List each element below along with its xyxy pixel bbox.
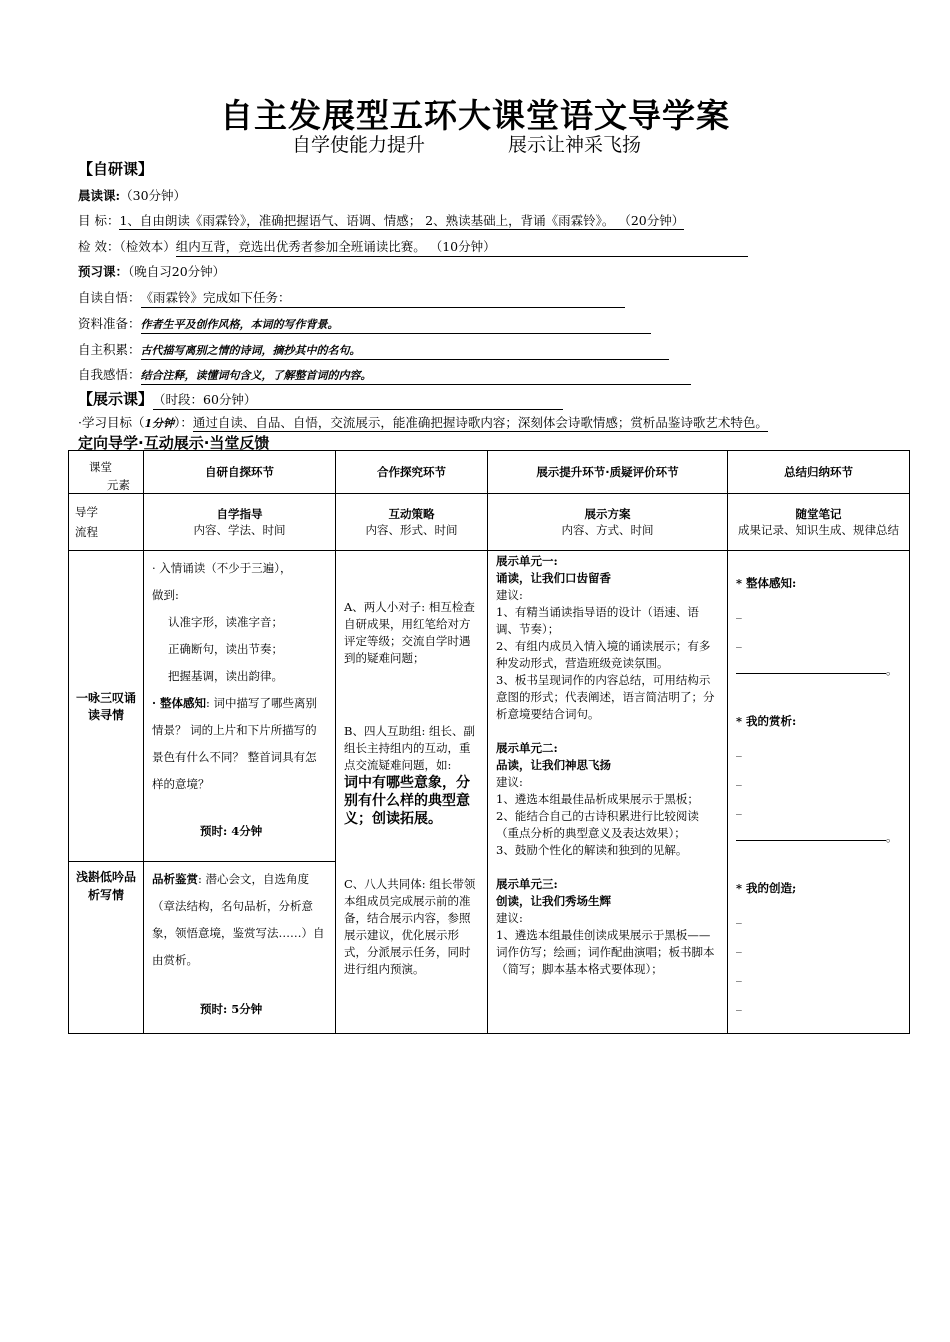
- c4-period-2: 。: [886, 830, 898, 844]
- chendu-time: （30分钟）: [120, 188, 187, 203]
- zidu-line: [78, 288, 625, 308]
- c3-u3-item-0: 1、遴选本组最佳创读成果展示于黑板——词作仿写；绘画；词作配曲演唱；板书脚本（简写；脚本基本格式要体现）；: [496, 928, 715, 976]
- c4-dash-5: _: [736, 801, 742, 815]
- header-zongjie: 总结归纳环节: [728, 451, 910, 494]
- c3-u1t: 诵读，让我们口齿留香: [496, 571, 611, 585]
- subtitle-left: 自学使能力提升: [292, 134, 426, 156]
- c3-u1-item-2: 3、板书呈现词作的内容总结，可用结构示意图的形式；代表阐述，语言简洁明了；分析意境要结合词句。: [496, 673, 715, 721]
- c3-u2t: 品读，让我们神思飞扬: [496, 758, 611, 772]
- c3-jy-1: 建议:: [496, 588, 523, 602]
- c1-line-3: 正确断句，读出节奏；: [168, 642, 283, 656]
- c1b-body: : 潜心会文，自选角度（章法结构，名句品析，分析意象，领悟意境，鉴赏写法……）自由赏析。: [152, 872, 325, 967]
- c1b-text: [152, 866, 327, 974]
- c4-underline-1: [736, 656, 901, 685]
- section-title: 定向导学·互动展示·当堂反馈: [78, 434, 270, 452]
- ziji-label: 自主积累：: [78, 342, 141, 357]
- fangan-cell: [488, 551, 728, 1034]
- c3-u3: 展示单元三:: [496, 877, 558, 891]
- row1-zixue-cell: [144, 551, 336, 862]
- c3-u3t: 创读，让我们秀场生辉: [496, 894, 611, 908]
- corner-bottom2: 流程: [75, 525, 98, 539]
- yuxi-time: （晚自习20分钟）: [128, 264, 226, 279]
- c3-u2-item-1: 2、能结合自己的古诗积累进行比较阅读（重点分析的典型意义及表达效果）；: [496, 809, 699, 840]
- c4-dash-9: _: [736, 997, 742, 1011]
- guide-table: [68, 450, 910, 1034]
- sub-hudong-title: 互动策略: [388, 507, 435, 521]
- c2-c: C、八人共同体: 组长带领本组成员完成展示前的准备，结合展示内容，参照展示建议，优化展示形式，分派展示任务，同时进行组内预演。: [344, 877, 476, 976]
- c4-dash-2: _: [736, 634, 742, 648]
- c4-dash-7: _: [736, 939, 742, 953]
- sub-fangan: [488, 494, 728, 551]
- c1-ganzhi: [152, 690, 327, 798]
- row2-zixue-cell: [144, 862, 336, 1034]
- c3-u1-item-1: 2、有组内成员入情入境的诵读展示；有多种发动形式，营造班级竞读氛围。: [496, 639, 711, 670]
- jianxiao-text: 组内互背，竞选出优秀者参加全班诵读比赛。 （10分钟）: [176, 237, 748, 257]
- sub-biji: [728, 494, 910, 551]
- corner-top: 课堂: [89, 460, 112, 474]
- jianxiao-line: [78, 237, 748, 257]
- zigan-label: 自我感悟：: [78, 367, 141, 382]
- ziyan-heading: 【自研课】: [78, 160, 154, 178]
- sub-fangan-title: 展示方案: [584, 507, 631, 521]
- sub-zixue-title: 自学指导: [216, 507, 263, 521]
- goal-label: ·学习目标（: [78, 415, 145, 430]
- jianxiao-label: 检 效：: [78, 239, 120, 254]
- c4-a: * 整体感知:: [736, 576, 797, 590]
- corner-mid: 元素: [107, 478, 130, 492]
- ziliao-line: [78, 314, 651, 334]
- c1-line-4: 把握基调，读出韵律。: [168, 669, 283, 683]
- c3-u2-item-2: 3、鼓励个性化的解读和独到的见解。: [496, 843, 688, 857]
- c1-ganzhi-text: : 词中描写了哪些离别情景？ 词的上片和下片所描写的景色有什么不同？ 整首词具有怎样的意境？: [152, 696, 318, 791]
- header-zixun: 自研自探环节: [144, 451, 336, 494]
- sub-zixue-desc: 内容、学法、时间: [193, 523, 286, 537]
- zidu-label: 自读自悟：: [78, 290, 141, 305]
- header-hezuo: 合作探究环节: [336, 451, 488, 494]
- zigan-text: 结合注释，读懂词句含义，了解整首词的内容。: [141, 367, 691, 385]
- c4-dash-6: _: [736, 910, 742, 924]
- c1-time: 预时: 4分钟: [200, 824, 263, 838]
- goal-line: [78, 413, 768, 431]
- c4-underline-2: [736, 823, 901, 852]
- sub-hudong-desc: 内容、形式、时间: [365, 523, 458, 537]
- jianxiao-paren: （检效本）: [119, 239, 176, 254]
- c1b-time: 预时: 5分钟: [200, 1002, 263, 1016]
- c3-u2: 展示单元二:: [496, 741, 558, 755]
- zidu-text: 《雨霖铃》完成如下任务：: [141, 288, 625, 308]
- zhanshi-heading: 【展示课】: [78, 390, 154, 408]
- sub-biji-desc: 成果记录、知识生成、规律总结: [738, 523, 899, 537]
- c3-jy-3: 建议:: [496, 911, 523, 925]
- c4-c: * 我的创造;: [736, 881, 797, 895]
- c1b-label: 品析鉴赏: [152, 872, 198, 886]
- zhanshi-time: （时段：60分钟）: [153, 390, 563, 410]
- c2-big: 词中有哪些意象，分别有什么样的典型意义；创读拓展。: [344, 775, 470, 827]
- mubiao-line: [78, 211, 684, 229]
- c2-a: A、两人小对子: 相互检查自研成果，用红笔给对方评定等级；交流自学时遇到的疑难问题；: [344, 600, 475, 665]
- mubiao-text: 1、自由朗读《雨霖铃》，准确把握语气、语调、情感； 2、熟读基础上，背诵《雨霖铃》。 （20分钟）: [119, 213, 685, 228]
- ziliao-label: 资料准备：: [78, 316, 141, 331]
- c1-line-1: 做到:: [152, 588, 179, 602]
- ziliao-text: 作者生平及创作风格，本词的写作背景。: [141, 316, 651, 334]
- sub-fangan-desc: 内容、方式、时间: [561, 523, 654, 537]
- c4-dash-8: _: [736, 968, 742, 982]
- corner-cell: [69, 451, 144, 494]
- chendu-line: [78, 186, 186, 204]
- chendu-label: 晨读课:: [78, 188, 121, 203]
- c2-b: B、四人互助组: 组长、副组长主持组内的互动，重点交流疑难问题，如:: [344, 724, 475, 772]
- header-zhanshi: 展示提升环节·质疑评价环节: [488, 451, 728, 494]
- ziji-text: 古代描写离别之情的诗词，摘抄其中的名句。: [141, 342, 669, 360]
- subtitle-right: 展示让神采飞扬: [508, 134, 642, 156]
- c3-u2-item-0: 1、遴选本组最佳品析成果展示于黑板；: [496, 792, 699, 806]
- goal-min: 1分钟: [144, 417, 175, 430]
- c4-period-1: 。: [886, 663, 898, 677]
- zigan-line: [78, 365, 691, 385]
- yuxi-label: 预习课：: [78, 264, 129, 279]
- sub-hudong: [336, 494, 488, 551]
- corner-bottom1: 导学: [75, 505, 98, 519]
- c4-b: * 我的赏析:: [736, 714, 797, 728]
- ziji-line: [78, 340, 669, 360]
- biji-cell: [728, 551, 910, 1034]
- c4-dash-4: _: [736, 772, 742, 786]
- goal-close: ）：: [174, 415, 193, 430]
- c4-dash-3: _: [736, 743, 742, 757]
- mubiao-label: 目 标：: [78, 213, 120, 228]
- c4-dash-1: _: [736, 605, 742, 619]
- goal-text: 通过自读、自品、自悟，交流展示，能准确把握诗歌内容；深刻体会诗歌情感；赏析品鉴诗歌艺术特色。: [192, 415, 768, 430]
- sub-biji-title: 随堂笔记: [795, 507, 842, 521]
- row2-label: 浅斟低吟品析写情: [69, 862, 144, 1034]
- c1-ganzhi-label: · 整体感知: [152, 696, 207, 710]
- zhanshi-line: [78, 388, 563, 410]
- c1-line-2: 认准字形，读准字音；: [168, 615, 283, 629]
- c1-line-0: · 入情诵读（不少于三遍），: [152, 561, 292, 575]
- corner-bottom-cell: [69, 494, 144, 551]
- sub-zixue: [144, 494, 336, 551]
- c3-jy-2: 建议:: [496, 775, 523, 789]
- hezuo-cell: [336, 551, 488, 1034]
- c3-u1: 展示单元一:: [496, 554, 558, 568]
- row1-label: 一咏三叹诵读寻情: [69, 551, 144, 862]
- yuxi-line: [78, 262, 225, 280]
- page-title: 自主发展型五环大课堂语文导学案: [220, 96, 730, 135]
- c3-u1-item-0: 1、有精当诵读指导语的设计（语速、语调、节奏）；: [496, 605, 699, 636]
